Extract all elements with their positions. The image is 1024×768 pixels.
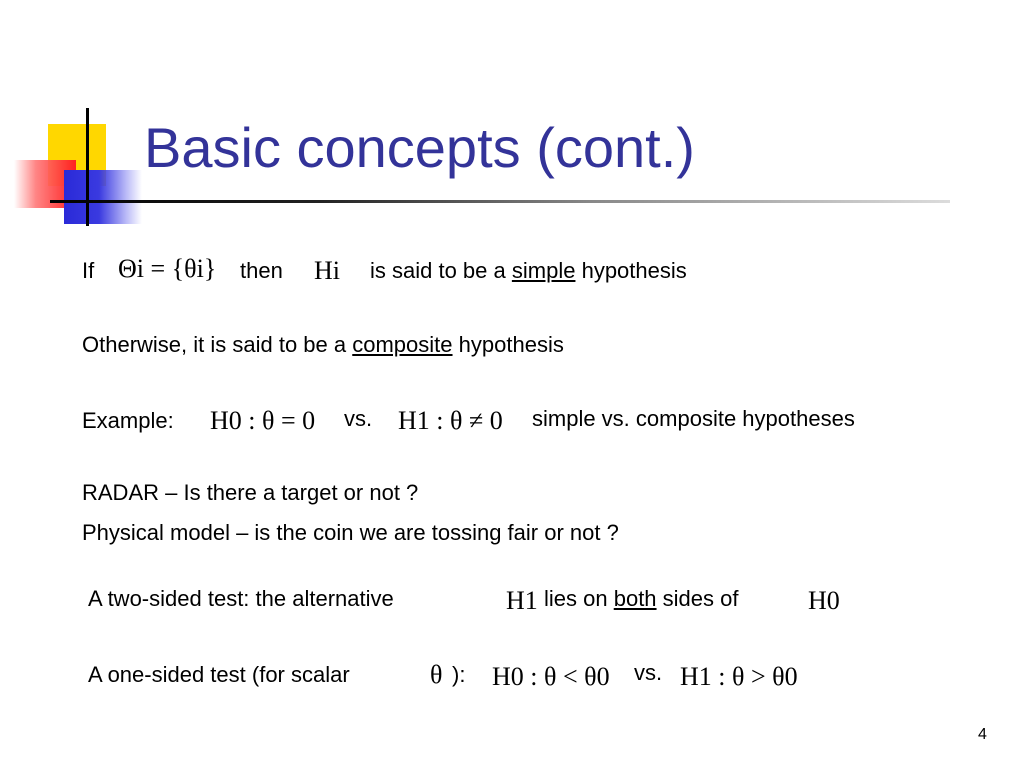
vs-text: vs. [344, 406, 373, 431]
formula-h1: H1 : θ ≠ 0 [398, 406, 503, 435]
decor-vertical-line [86, 108, 89, 226]
h0-one-sided-formula [492, 662, 610, 692]
physical-model-text: Physical model – is the coin we are tossing fair or not ? [82, 520, 619, 545]
close-paren-text: ): [452, 662, 466, 687]
formula-theta-set: Θi = {θi} [118, 254, 217, 283]
hypothesis-text: hypothesis [581, 258, 687, 283]
theta-scalar-formula [430, 660, 442, 690]
example-label: Example: [82, 408, 174, 433]
then-text: then [240, 258, 283, 283]
otherwise-text: Otherwise, it is said to be a [82, 332, 347, 357]
lies-on-statement [544, 584, 739, 614]
decor-blue-square [64, 170, 142, 224]
said-to-be-text: is said to be a [370, 258, 506, 283]
formula-h0: H0 : θ = 0 [210, 406, 316, 435]
h1-alt-formula [506, 586, 538, 616]
h1-one-sided-formula [680, 662, 798, 692]
radar-text: RADAR – Is there a target or not ? [82, 480, 419, 505]
two-sided-text: A two-sided test: the alternative [88, 586, 394, 611]
h1-formula [398, 406, 503, 436]
simple-vs-composite-text: simple vs. composite hypotheses [532, 406, 855, 431]
simple-statement [370, 256, 687, 286]
formula-h1-one-sided: H1 : θ > θ0 [680, 662, 798, 691]
radar-line [82, 478, 418, 508]
composite-emphasis: composite [352, 332, 453, 357]
hypothesis-hi-formula [314, 256, 340, 286]
slide-title: Basic concepts (cont.) [144, 116, 695, 179]
composite-hypothesis-line [82, 330, 564, 360]
lies-on-text: lies on [544, 586, 608, 611]
formula-h1-alt: H1 [506, 586, 538, 615]
title-underline-rule [50, 200, 950, 203]
formula-hi: Hi [314, 256, 340, 285]
vs-text: vs. [634, 660, 663, 685]
one-sided-text: A one-sided test (for scalar [88, 662, 350, 687]
h0-null-formula [808, 586, 840, 616]
formula-h0-one-sided: H0 : θ < θ0 [492, 662, 610, 691]
sides-of-text: sides of [662, 586, 739, 611]
hypothesis-text: hypothesis [458, 332, 564, 357]
both-emphasis: both [613, 586, 657, 611]
if-text: If [82, 258, 95, 283]
physical-model-line [82, 518, 619, 548]
page-number: 4 [978, 726, 987, 743]
theta-set-formula [118, 254, 216, 284]
formula-h0-null: H0 [808, 586, 840, 615]
simple-emphasis: simple [511, 258, 576, 283]
formula-theta-scalar: θ [430, 660, 443, 689]
h0-formula [210, 406, 315, 436]
